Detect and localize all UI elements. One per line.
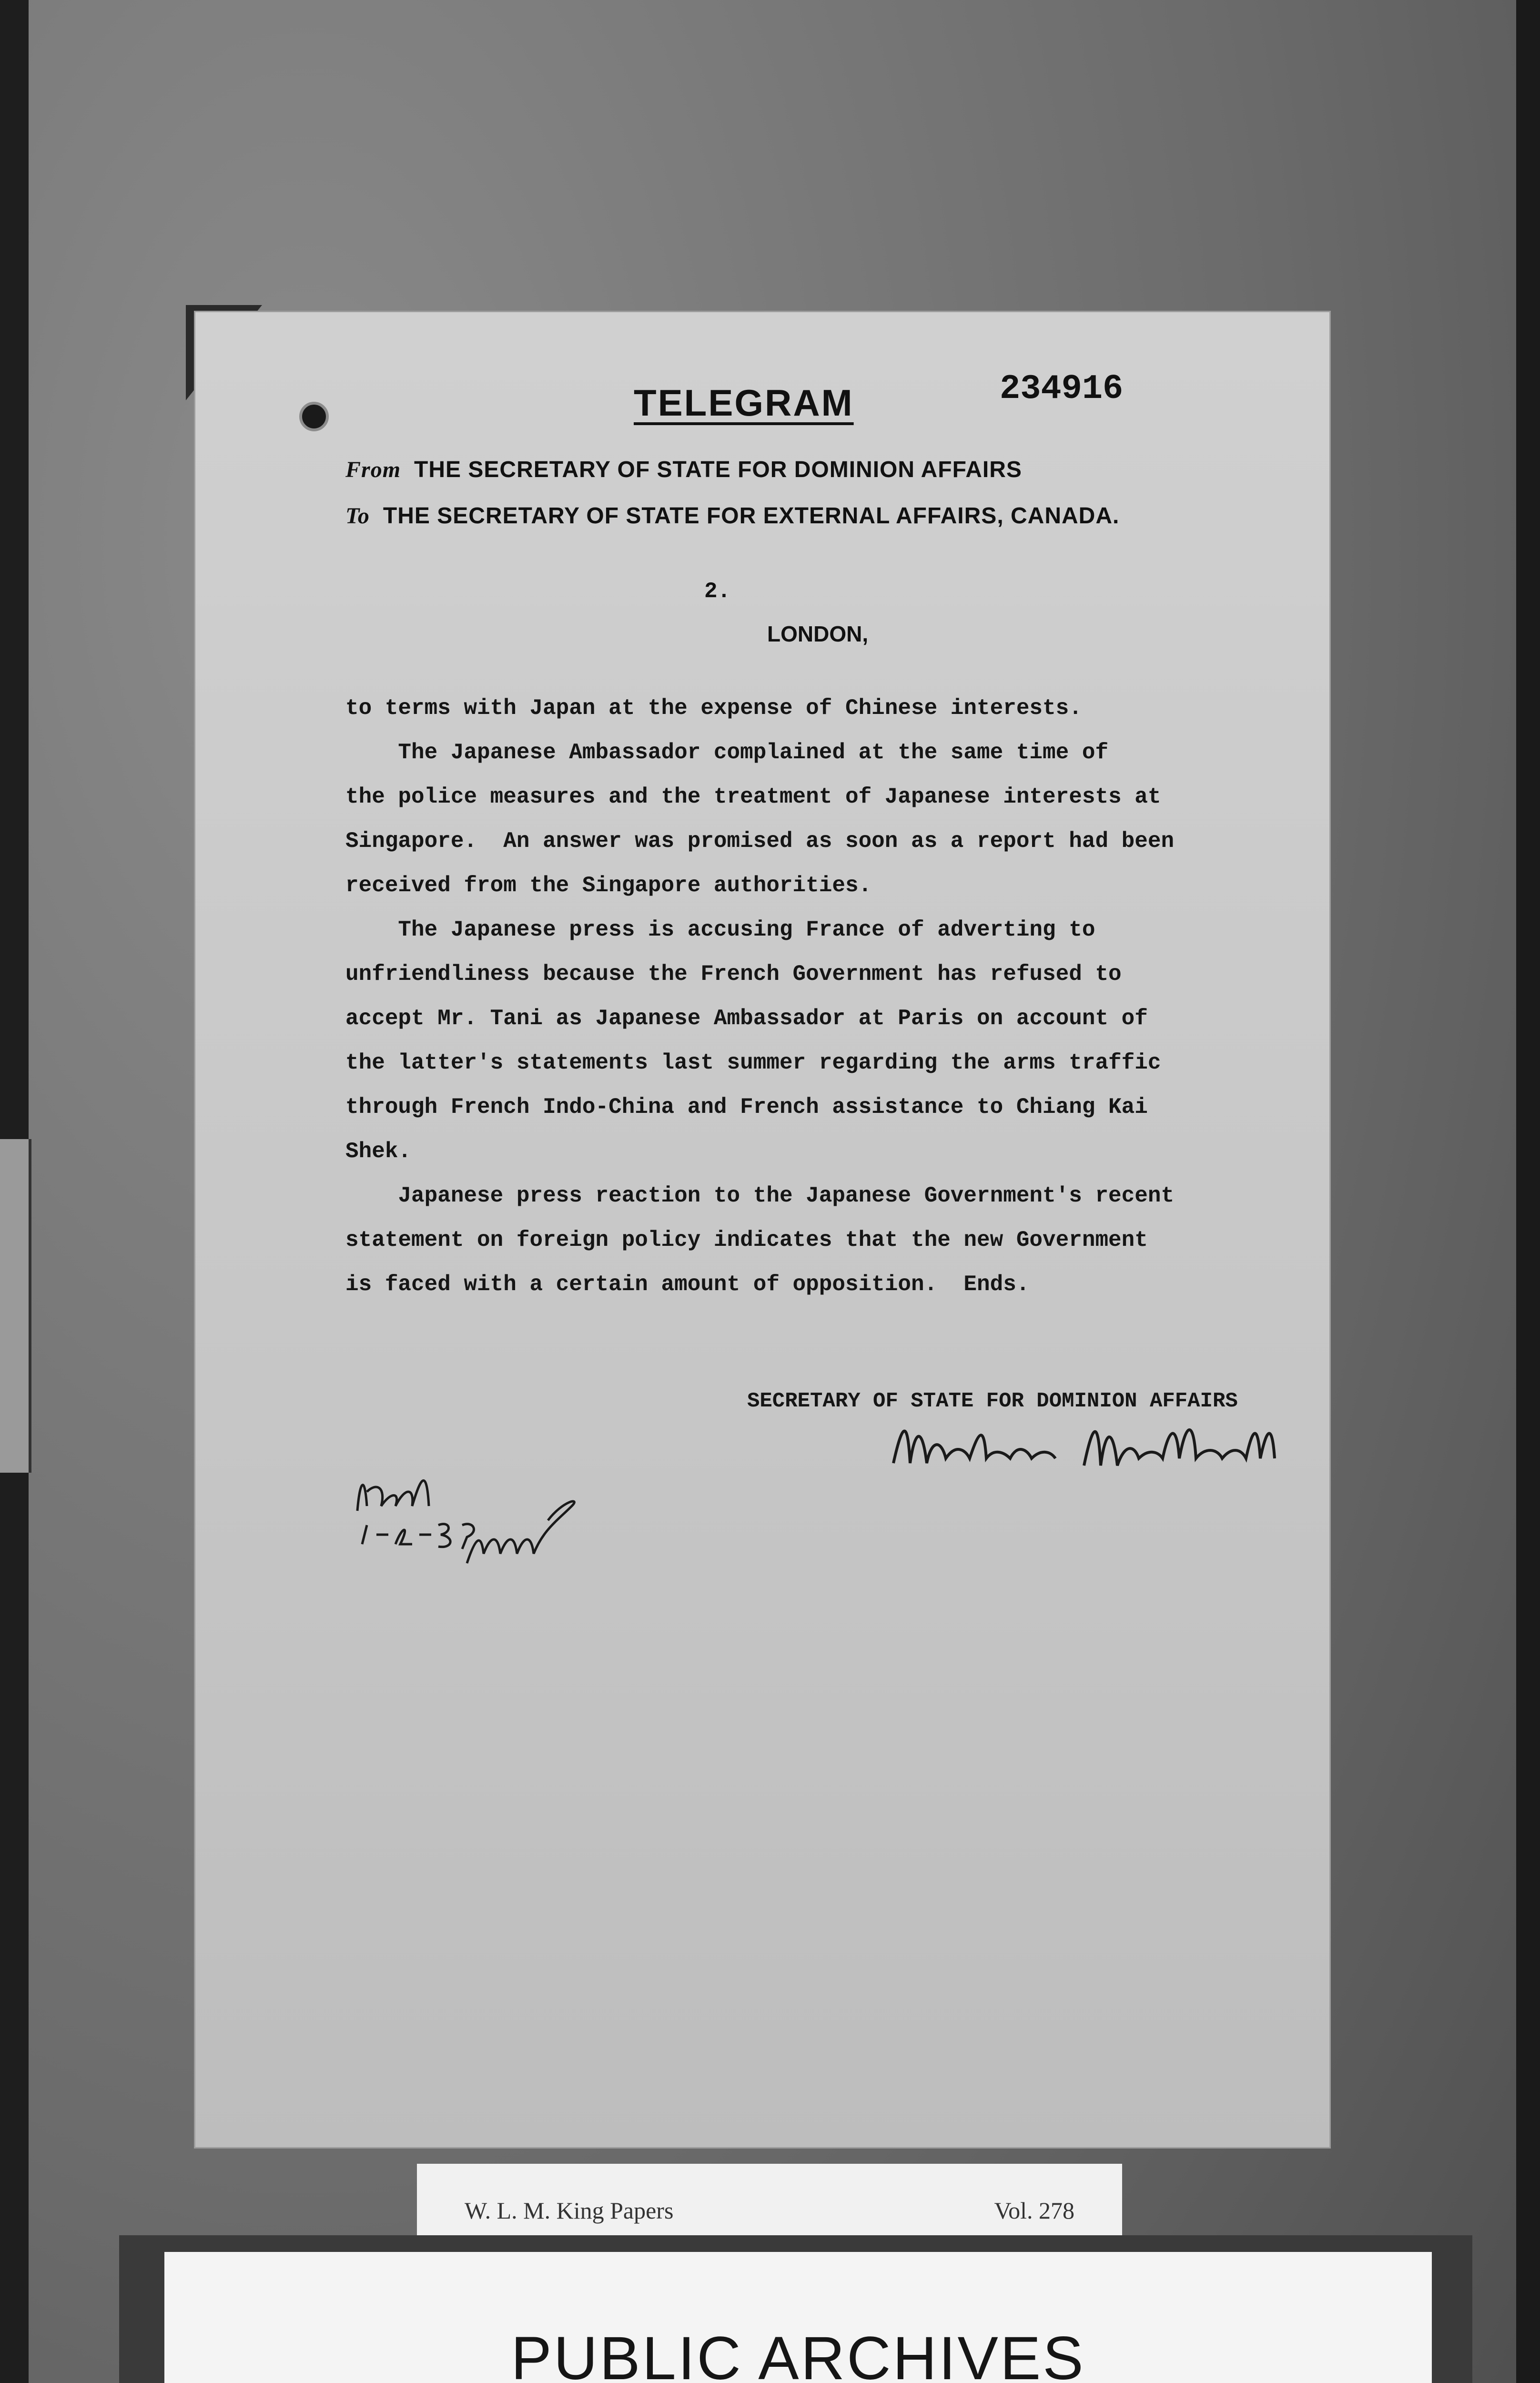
handwritten-signature xyxy=(889,1411,1294,1482)
body-line: the latter's statements last summer regarding the arms traffic xyxy=(345,1050,1161,1075)
body-line: received from the Singapore authorities. xyxy=(345,873,872,898)
from-lead: From xyxy=(345,457,401,482)
telegram-body xyxy=(345,686,1298,1307)
to-text: THE SECRETARY OF STATE FOR EXTERNAL AFFAIRS, CANADA. xyxy=(383,503,1120,529)
body-line: is faced with a certain amount of opposition. Ends. xyxy=(345,1272,1030,1297)
page-number: 2. xyxy=(704,579,731,604)
body-line: to terms with Japan at the expense of Chinese interests. xyxy=(345,696,1082,721)
place-line: LONDON, xyxy=(767,621,869,646)
from-text: THE SECRETARY OF STATE FOR DOMINION AFFAIRS xyxy=(414,457,1022,482)
telegram-heading: TELEGRAM xyxy=(634,382,854,424)
body-line: through French Indo-China and French assistance to Chiang Kai xyxy=(345,1095,1148,1120)
volume-number: Vol. 278 xyxy=(994,2197,1074,2224)
body-line: accept Mr. Tani as Japanese Ambassador at Paris on account of xyxy=(345,1006,1148,1031)
archives-stamp xyxy=(164,2252,1432,2383)
from-line xyxy=(345,457,1022,483)
body-line: unfriendliness because the French Government has refused to xyxy=(345,962,1122,987)
right-edge-shadow xyxy=(1516,0,1540,2383)
to-lead: To xyxy=(345,503,370,529)
collection-name: W. L. M. King Papers xyxy=(465,2197,674,2224)
handwritten-received-note xyxy=(348,1454,615,1568)
body-line: the police measures and the treatment of Japanese interests at xyxy=(345,784,1161,809)
punch-hole xyxy=(299,402,329,431)
body-line: The Japanese press is accusing France of adverting to xyxy=(345,917,1095,942)
serial-number: 234916 xyxy=(1000,369,1124,408)
body-line: Japanese press reaction to the Japanese Government's recent xyxy=(345,1183,1175,1208)
body-line: The Japanese Ambassador complained at the same time of xyxy=(345,740,1109,765)
body-line: Shek. xyxy=(345,1139,412,1164)
board-clip xyxy=(0,1139,31,1473)
stamp-line-english: PUBLIC ARCHIVES xyxy=(511,2324,1085,2383)
to-line xyxy=(345,503,1119,529)
body-line: Singapore. An answer was promised as soon as a report had been xyxy=(345,829,1175,854)
body-line: statement on foreign policy indicates that the new Government xyxy=(345,1228,1148,1253)
closing-line: SECRETARY OF STATE FOR DOMINION AFFAIRS xyxy=(747,1389,1238,1413)
